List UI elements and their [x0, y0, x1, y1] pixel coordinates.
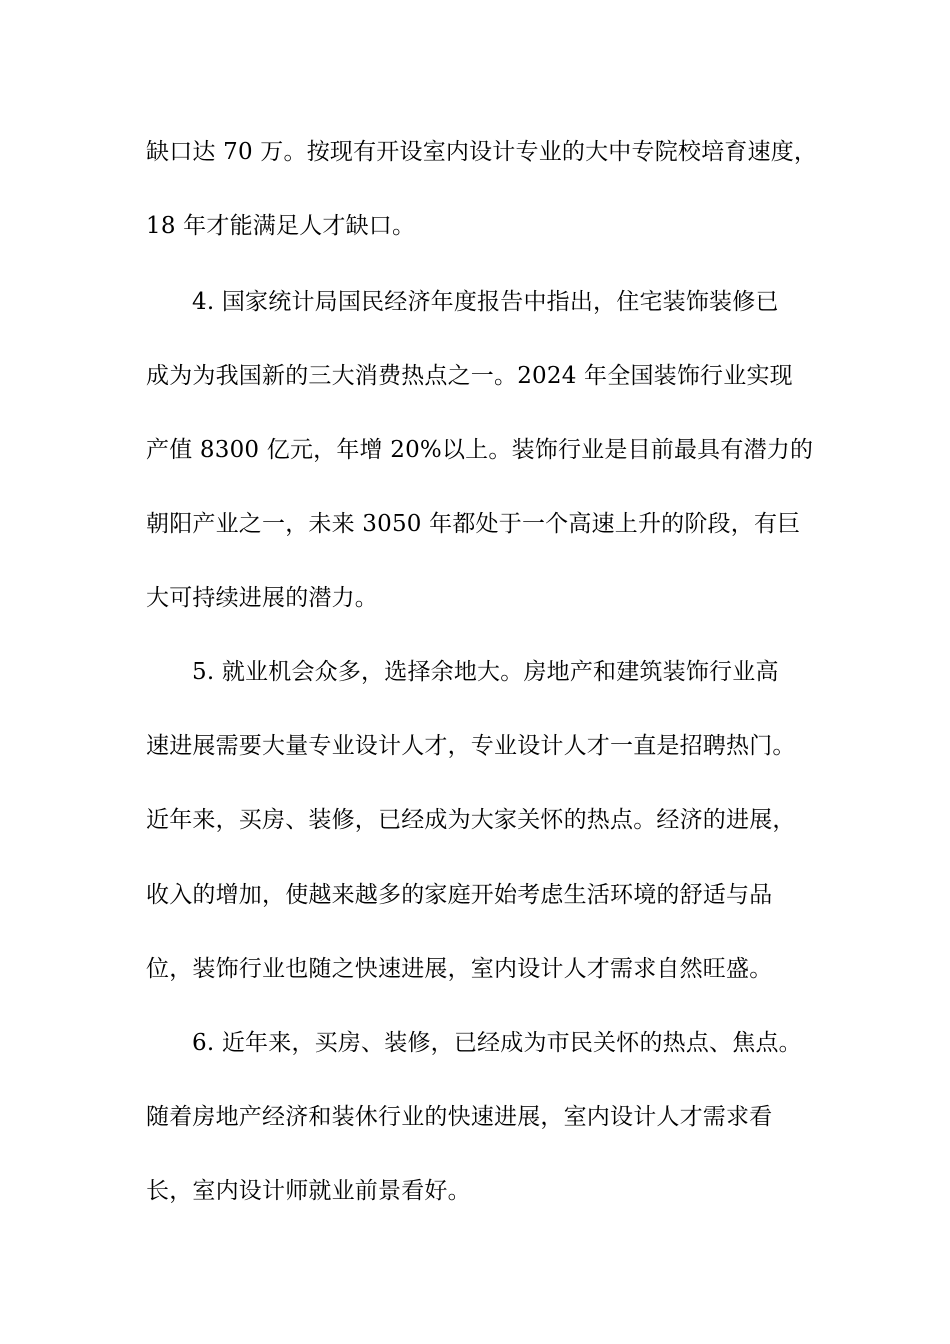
paragraph-6-start: 6. 近年来，买房、装修，已经成为市民关怀的热点、焦点。 [192, 1030, 802, 1056]
text-line: 缺口达 70 万。按现有开设室内设计专业的大中专院校培育速度， [146, 139, 818, 165]
text-line: 成为为我国新的三大消费热点之一。2024 年全国装饰行业实现 [146, 363, 793, 389]
paragraph-4-start: 4. 国家统计局国民经济年度报告中指出，住宅装饰装修已 [192, 289, 779, 315]
text-line: 随着房地产经济和装休行业的快速进展，室内设计人才需求看 [146, 1104, 773, 1130]
text-line: 长，室内设计师就业前景看好。 [146, 1178, 471, 1204]
text-line: 收入的增加，使越来越多的家庭开始考虑生活环境的舒适与品 [146, 882, 773, 908]
text-line: 产值 8300 亿元，年增 20%以上。装饰行业是目前最具有潜力的 [146, 437, 814, 463]
paragraph-5-start: 5. 就业机会众多，选择余地大。房地产和建筑装饰行业高 [192, 659, 779, 685]
text-line: 位，装饰行业也随之快速进展，室内设计人才需求自然旺盛。 [146, 956, 773, 982]
text-line: 速进展需要大量专业设计人才，专业设计人才一直是招聘热门。 [146, 733, 796, 759]
text-line: 近年来，买房、装修，已经成为大家关怀的热点。经济的进展， [146, 807, 796, 833]
text-line: 大可持续进展的潜力。 [146, 585, 378, 611]
text-line: 朝阳产业之一，未来 3050 年都处于一个高速上升的阶段，有巨 [146, 511, 801, 537]
text-line: 18 年才能满足人才缺口。 [146, 213, 416, 239]
